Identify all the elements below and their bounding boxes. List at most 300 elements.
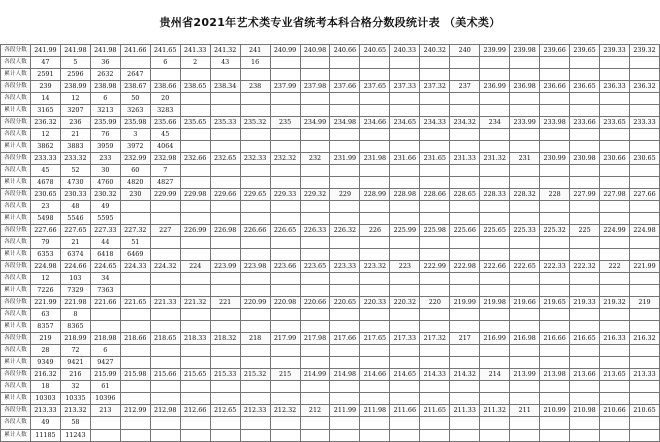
cumulative-cell	[330, 285, 360, 297]
score-cell: 231.65	[420, 153, 450, 165]
count-row	[1, 381, 660, 393]
score-cell: 237.66	[330, 81, 360, 93]
cumulative-cell	[450, 249, 480, 261]
count-cell	[630, 381, 660, 393]
cumulative-cell	[300, 141, 330, 153]
count-cell: 2	[180, 57, 210, 69]
score-cell: 238	[240, 81, 270, 93]
cumulative-cell	[300, 285, 330, 297]
score-cell: 234.66	[360, 117, 390, 129]
cumulative-cell	[360, 393, 390, 405]
cumulative-row	[1, 177, 660, 189]
cumulative-cell	[120, 213, 150, 225]
score-cell: 221	[210, 297, 240, 309]
count-cell	[600, 273, 630, 285]
score-cell: 228.33	[480, 189, 510, 201]
count-cell	[450, 345, 480, 357]
row-label: 各段分数	[1, 405, 31, 417]
count-cell	[360, 93, 390, 105]
score-cell: 229.66	[210, 189, 240, 201]
cumulative-cell	[420, 141, 450, 153]
cumulative-cell	[630, 393, 660, 405]
count-cell	[270, 165, 300, 177]
count-cell: 72	[60, 345, 90, 357]
score-cell: 216.33	[600, 333, 630, 345]
cumulative-cell	[120, 429, 150, 442]
cumulative-cell	[90, 321, 120, 333]
count-cell	[450, 201, 480, 213]
cumulative-cell: 4064	[150, 141, 180, 153]
row-label: 各段人数	[1, 129, 31, 141]
count-cell	[450, 381, 480, 393]
score-cell: 222.99	[420, 261, 450, 273]
count-cell: 60	[120, 165, 150, 177]
count-cell	[360, 165, 390, 177]
row-label: 各段分数	[1, 189, 31, 201]
score-cell: 224.66	[60, 261, 90, 273]
cumulative-cell	[180, 105, 210, 117]
count-cell	[240, 417, 270, 429]
score-cell: 233.33	[630, 117, 660, 129]
cumulative-cell	[600, 141, 630, 153]
score-row	[1, 189, 660, 201]
count-cell: 23	[30, 201, 60, 213]
count-cell	[630, 165, 660, 177]
cumulative-row	[1, 249, 660, 261]
cumulative-cell	[300, 177, 330, 189]
score-cell: 220	[420, 297, 450, 309]
cumulative-cell: 5546	[60, 213, 90, 225]
count-cell	[420, 165, 450, 177]
count-cell: 3	[120, 129, 150, 141]
cumulative-cell	[150, 213, 180, 225]
cumulative-cell	[540, 213, 570, 225]
cumulative-cell	[450, 285, 480, 297]
cumulative-cell	[300, 249, 330, 261]
score-row	[1, 45, 660, 57]
cumulative-row	[1, 105, 660, 117]
count-cell	[450, 309, 480, 321]
score-cell: 210.99	[540, 405, 570, 417]
score-cell: 240.66	[330, 45, 360, 57]
score-cell: 239.98	[510, 45, 540, 57]
cumulative-cell	[480, 69, 510, 81]
count-cell	[360, 237, 390, 249]
cumulative-cell	[420, 357, 450, 369]
count-cell	[570, 57, 600, 69]
count-row	[1, 129, 660, 141]
count-cell: 58	[60, 417, 90, 429]
count-cell	[450, 417, 480, 429]
count-row	[1, 57, 660, 69]
cumulative-cell	[300, 213, 330, 225]
score-cell: 232	[300, 153, 330, 165]
score-cell: 240.32	[420, 45, 450, 57]
score-cell: 226	[360, 225, 390, 237]
count-cell: 79	[30, 237, 60, 249]
count-cell: 6	[90, 93, 120, 105]
row-label: 各段人数	[1, 237, 31, 249]
cumulative-cell	[480, 177, 510, 189]
cumulative-cell	[570, 141, 600, 153]
score-cell: 217.32	[420, 333, 450, 345]
score-cell: 236	[60, 117, 90, 129]
count-cell	[120, 381, 150, 393]
cumulative-cell	[630, 105, 660, 117]
count-cell: 43	[210, 57, 240, 69]
cumulative-cell: 10303	[30, 393, 60, 405]
count-cell	[390, 93, 420, 105]
count-cell	[330, 381, 360, 393]
count-cell	[510, 345, 540, 357]
score-cell: 212.33	[240, 405, 270, 417]
cumulative-cell: 6353	[30, 249, 60, 261]
cumulative-cell	[210, 285, 240, 297]
score-cell: 224.99	[600, 225, 630, 237]
cumulative-cell	[150, 69, 180, 81]
score-cell: 231.98	[360, 153, 390, 165]
score-cell: 241.98	[60, 45, 90, 57]
score-cell: 214.98	[330, 369, 360, 381]
cumulative-cell	[450, 429, 480, 442]
score-cell: 223.65	[300, 261, 330, 273]
score-cell: 221.99	[30, 297, 60, 309]
count-row	[1, 93, 660, 105]
score-cell: 224	[180, 261, 210, 273]
row-label: 累计人数	[1, 69, 31, 81]
count-cell	[240, 129, 270, 141]
score-cell: 233.98	[540, 117, 570, 129]
score-cell: 238.66	[150, 81, 180, 93]
count-cell	[210, 345, 240, 357]
cumulative-cell: 3165	[30, 105, 60, 117]
score-cell: 234.33	[420, 117, 450, 129]
count-cell	[330, 417, 360, 429]
count-cell	[150, 201, 180, 213]
score-cell: 212.66	[180, 405, 210, 417]
count-cell: 45	[150, 129, 180, 141]
count-cell	[630, 237, 660, 249]
cumulative-cell	[300, 69, 330, 81]
cumulative-cell	[480, 393, 510, 405]
cumulative-cell	[360, 321, 390, 333]
count-cell	[420, 381, 450, 393]
count-cell	[540, 93, 570, 105]
count-cell	[420, 273, 450, 285]
count-row	[1, 345, 660, 357]
count-cell	[600, 165, 630, 177]
cumulative-cell	[450, 213, 480, 225]
count-cell	[540, 165, 570, 177]
score-cell: 218.98	[90, 333, 120, 345]
cumulative-cell: 8365	[60, 321, 90, 333]
score-cell: 211.65	[420, 405, 450, 417]
score-cell: 220.65	[330, 297, 360, 309]
score-cell: 225.98	[420, 225, 450, 237]
score-cell: 226.32	[330, 225, 360, 237]
score-table-body	[1, 45, 660, 442]
count-cell: 5	[60, 57, 90, 69]
count-cell	[390, 237, 420, 249]
count-cell: 7	[150, 165, 180, 177]
score-cell: 219.33	[570, 297, 600, 309]
score-cell: 211.99	[330, 405, 360, 417]
count-cell	[390, 309, 420, 321]
cumulative-cell	[600, 105, 630, 117]
score-cell: 232.98	[150, 153, 180, 165]
count-cell	[180, 201, 210, 213]
cumulative-cell: 7226	[30, 285, 60, 297]
score-cell: 235.33	[210, 117, 240, 129]
count-cell	[180, 237, 210, 249]
score-cell: 220.33	[360, 297, 390, 309]
count-cell	[150, 237, 180, 249]
cumulative-cell	[600, 285, 630, 297]
count-cell	[600, 345, 630, 357]
cumulative-cell: 9421	[60, 357, 90, 369]
count-cell: 21	[60, 237, 90, 249]
score-cell: 228.99	[360, 189, 390, 201]
score-cell: 235	[270, 117, 300, 129]
score-cell: 214.32	[450, 369, 480, 381]
score-cell: 229.32	[300, 189, 330, 201]
cumulative-cell	[210, 321, 240, 333]
score-cell: 236.33	[600, 81, 630, 93]
count-cell: 6	[150, 57, 180, 69]
cumulative-cell	[180, 321, 210, 333]
cumulative-cell	[240, 357, 270, 369]
row-label: 各段分数	[1, 225, 31, 237]
score-cell: 232.99	[120, 153, 150, 165]
score-cell: 233.32	[60, 153, 90, 165]
count-cell	[390, 165, 420, 177]
score-cell: 211.98	[360, 405, 390, 417]
cumulative-cell: 4827	[150, 177, 180, 189]
score-cell: 238.67	[120, 81, 150, 93]
count-cell: 44	[90, 237, 120, 249]
count-cell: 18	[30, 381, 60, 393]
cumulative-cell	[540, 285, 570, 297]
row-label: 各段分数	[1, 45, 31, 57]
cumulative-cell	[540, 249, 570, 261]
cumulative-cell	[390, 177, 420, 189]
cumulative-cell	[150, 321, 180, 333]
count-cell	[450, 165, 480, 177]
cumulative-cell	[570, 429, 600, 442]
score-cell: 216.65	[570, 333, 600, 345]
count-cell	[600, 93, 630, 105]
score-cell: 213	[90, 405, 120, 417]
count-row	[1, 273, 660, 285]
score-cell: 227.98	[600, 189, 630, 201]
score-cell: 236.66	[540, 81, 570, 93]
count-cell	[360, 309, 390, 321]
score-cell: 213.99	[510, 369, 540, 381]
row-label: 各段分数	[1, 153, 31, 165]
cumulative-cell	[480, 141, 510, 153]
score-cell: 215.99	[90, 369, 120, 381]
count-cell: 21	[60, 129, 90, 141]
score-cell: 214.66	[360, 369, 390, 381]
score-cell: 230.98	[570, 153, 600, 165]
cumulative-cell	[600, 393, 630, 405]
cumulative-cell	[570, 177, 600, 189]
count-cell	[570, 273, 600, 285]
count-cell: 63	[30, 309, 60, 321]
score-cell: 213.98	[540, 369, 570, 381]
row-label: 累计人数	[1, 177, 31, 189]
row-label: 累计人数	[1, 429, 31, 442]
cumulative-cell	[330, 105, 360, 117]
cumulative-cell	[540, 141, 570, 153]
count-cell	[210, 381, 240, 393]
count-cell	[180, 129, 210, 141]
count-cell	[450, 273, 480, 285]
count-cell	[510, 201, 540, 213]
cumulative-cell	[480, 285, 510, 297]
count-cell	[90, 309, 120, 321]
score-cell: 237.99	[270, 81, 300, 93]
score-cell: 237.65	[360, 81, 390, 93]
score-cell: 237	[450, 81, 480, 93]
score-cell: 227	[150, 225, 180, 237]
count-cell	[240, 201, 270, 213]
cumulative-cell	[480, 105, 510, 117]
count-cell	[180, 309, 210, 321]
cumulative-cell	[450, 393, 480, 405]
cumulative-cell	[300, 393, 330, 405]
score-cell: 219.65	[540, 297, 570, 309]
score-cell: 230.32	[90, 189, 120, 201]
score-cell: 218.33	[180, 333, 210, 345]
score-cell: 237.98	[300, 81, 330, 93]
count-cell: 36	[90, 57, 120, 69]
score-cell: 232.33	[240, 153, 270, 165]
cumulative-cell	[510, 321, 540, 333]
count-cell: 20	[150, 93, 180, 105]
score-row	[1, 405, 660, 417]
score-cell: 240.99	[270, 45, 300, 57]
cumulative-cell	[360, 69, 390, 81]
row-label: 累计人数	[1, 213, 31, 225]
cumulative-cell	[270, 393, 300, 405]
cumulative-cell	[630, 141, 660, 153]
cumulative-cell	[360, 213, 390, 225]
cumulative-cell	[240, 249, 270, 261]
cumulative-cell	[330, 429, 360, 442]
cumulative-cell	[510, 105, 540, 117]
count-cell	[270, 345, 300, 357]
score-cell: 241.32	[210, 45, 240, 57]
count-cell	[480, 417, 510, 429]
score-cell: 219	[30, 333, 60, 345]
score-cell: 239.32	[630, 45, 660, 57]
count-cell: 103	[60, 273, 90, 285]
count-cell	[630, 309, 660, 321]
count-cell	[330, 309, 360, 321]
count-cell	[270, 129, 300, 141]
score-cell: 232.32	[270, 153, 300, 165]
row-label: 各段分数	[1, 261, 31, 273]
score-cell: 229	[330, 189, 360, 201]
count-cell: 50	[120, 93, 150, 105]
count-cell	[270, 309, 300, 321]
score-cell: 234	[480, 117, 510, 129]
cumulative-cell	[210, 213, 240, 225]
cumulative-row	[1, 321, 660, 333]
score-cell: 230	[120, 189, 150, 201]
cumulative-row	[1, 69, 660, 81]
count-cell	[630, 273, 660, 285]
page-title: 贵州省2021年艺术类专业省统考本科合格分数段统计表 （美术类）	[159, 16, 501, 29]
count-cell	[600, 309, 630, 321]
cumulative-cell	[420, 393, 450, 405]
score-cell: 223.99	[210, 261, 240, 273]
count-cell	[180, 417, 210, 429]
cumulative-cell	[600, 249, 630, 261]
cumulative-cell	[630, 357, 660, 369]
cumulative-cell	[330, 141, 360, 153]
cumulative-cell: 3213	[90, 105, 120, 117]
count-cell	[270, 201, 300, 213]
cumulative-cell	[420, 429, 450, 442]
cumulative-cell	[390, 357, 420, 369]
score-cell: 211.32	[480, 405, 510, 417]
count-cell	[330, 201, 360, 213]
score-cell: 238.34	[210, 81, 240, 93]
count-cell	[390, 345, 420, 357]
count-cell	[240, 237, 270, 249]
cumulative-cell	[180, 141, 210, 153]
cumulative-cell: 7363	[90, 285, 120, 297]
count-cell	[570, 201, 600, 213]
cumulative-row	[1, 393, 660, 405]
cumulative-cell: 3263	[120, 105, 150, 117]
cumulative-cell	[420, 321, 450, 333]
cumulative-cell	[570, 357, 600, 369]
score-cell: 211.66	[390, 405, 420, 417]
cumulative-cell	[210, 69, 240, 81]
score-cell: 230.65	[630, 153, 660, 165]
score-cell: 228	[540, 189, 570, 201]
count-cell	[210, 309, 240, 321]
count-cell: 45	[30, 165, 60, 177]
count-cell	[180, 345, 210, 357]
cumulative-cell: 4820	[120, 177, 150, 189]
score-cell: 230.65	[30, 189, 60, 201]
count-cell	[300, 273, 330, 285]
cumulative-cell	[150, 249, 180, 261]
cumulative-cell	[450, 105, 480, 117]
count-cell	[300, 93, 330, 105]
score-cell: 227.66	[630, 189, 660, 201]
score-cell: 216.66	[540, 333, 570, 345]
count-row	[1, 237, 660, 249]
count-cell	[570, 381, 600, 393]
row-label: 累计人数	[1, 393, 31, 405]
count-cell: 16	[240, 57, 270, 69]
cumulative-cell	[600, 321, 630, 333]
cumulative-cell	[240, 141, 270, 153]
cumulative-cell	[120, 393, 150, 405]
score-cell: 228.66	[420, 189, 450, 201]
score-cell: 240.33	[390, 45, 420, 57]
count-cell	[300, 129, 330, 141]
count-cell	[540, 417, 570, 429]
score-cell: 211.33	[450, 405, 480, 417]
score-row	[1, 153, 660, 165]
score-cell: 221.32	[180, 297, 210, 309]
